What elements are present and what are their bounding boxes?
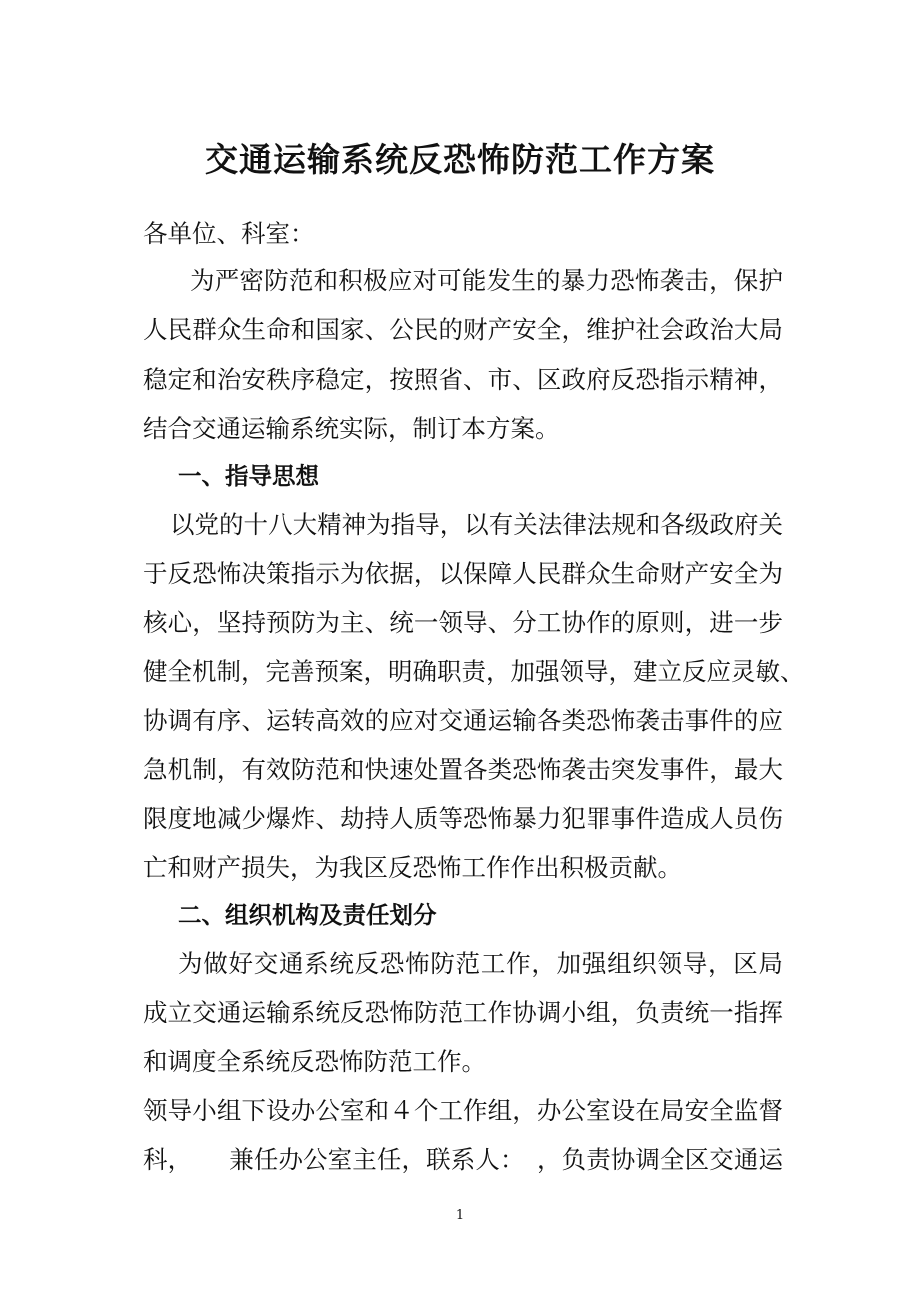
body-line: 核心，坚持预防为主、统一领导、分工协作的原则，进一步 xyxy=(143,608,783,637)
body-line: 于反恐怖决策指示为依据，以保障人民群众生命财产安全为 xyxy=(143,559,783,588)
intro-line: 结合交通运输系统实际，制订本方案。 xyxy=(143,414,560,443)
body-line: 亡和财产损失，为我区反恐怖工作作出积极贡献。 xyxy=(143,853,682,882)
body-line: 为做好交通系统反恐怖防范工作，加强组织领导，区局 xyxy=(178,949,783,978)
body-line: 和调度全系统反恐怖防范工作。 xyxy=(143,1047,486,1076)
section-heading: 二、组织机构及责任划分 xyxy=(178,901,437,929)
body-line: 科， 兼任办公室主任，联系人： ，负责协调全区交通运 xyxy=(143,1145,783,1174)
intro-line: 稳定和治安秩序稳定，按照省、市、区政府反恐指示精神， xyxy=(143,365,783,394)
body-line: 以党的十八大精神为指导，以有关法律法规和各级政府关 xyxy=(170,510,783,539)
body-line: 协调有序、运转高效的应对交通运输各类恐怖袭击事件的应 xyxy=(143,706,783,735)
document-title: 交通运输系统反恐怖防范工作方案 xyxy=(205,140,715,179)
intro-line: 人民群众生命和国家、公民的财产安全，维护社会政治大局 xyxy=(143,315,783,344)
body-line: 健全机制，完善预案，明确职责，加强领导，建立反应灵敏、 xyxy=(143,657,805,686)
intro-line: 为严密防范和积极应对可能发生的暴力恐怖袭击，保护 xyxy=(190,266,783,295)
body-line: 急机制，有效防范和快速处置各类恐怖袭击突发事件，最大 xyxy=(143,755,783,784)
salutation: 各单位、科室： xyxy=(143,219,315,248)
section-heading: 一、指导思想 xyxy=(178,462,319,490)
body-line: 成立交通运输系统反恐怖防范工作协调小组，负责统一指挥 xyxy=(143,998,783,1027)
body-line: 限度地减少爆炸、劫持人质等恐怖暴力犯罪事件造成人员伤 xyxy=(143,804,783,833)
page-number: 1 xyxy=(455,1208,465,1223)
body-line: 领导小组下设办公室和４个工作组，办公室设在局安全监督 xyxy=(143,1096,783,1125)
